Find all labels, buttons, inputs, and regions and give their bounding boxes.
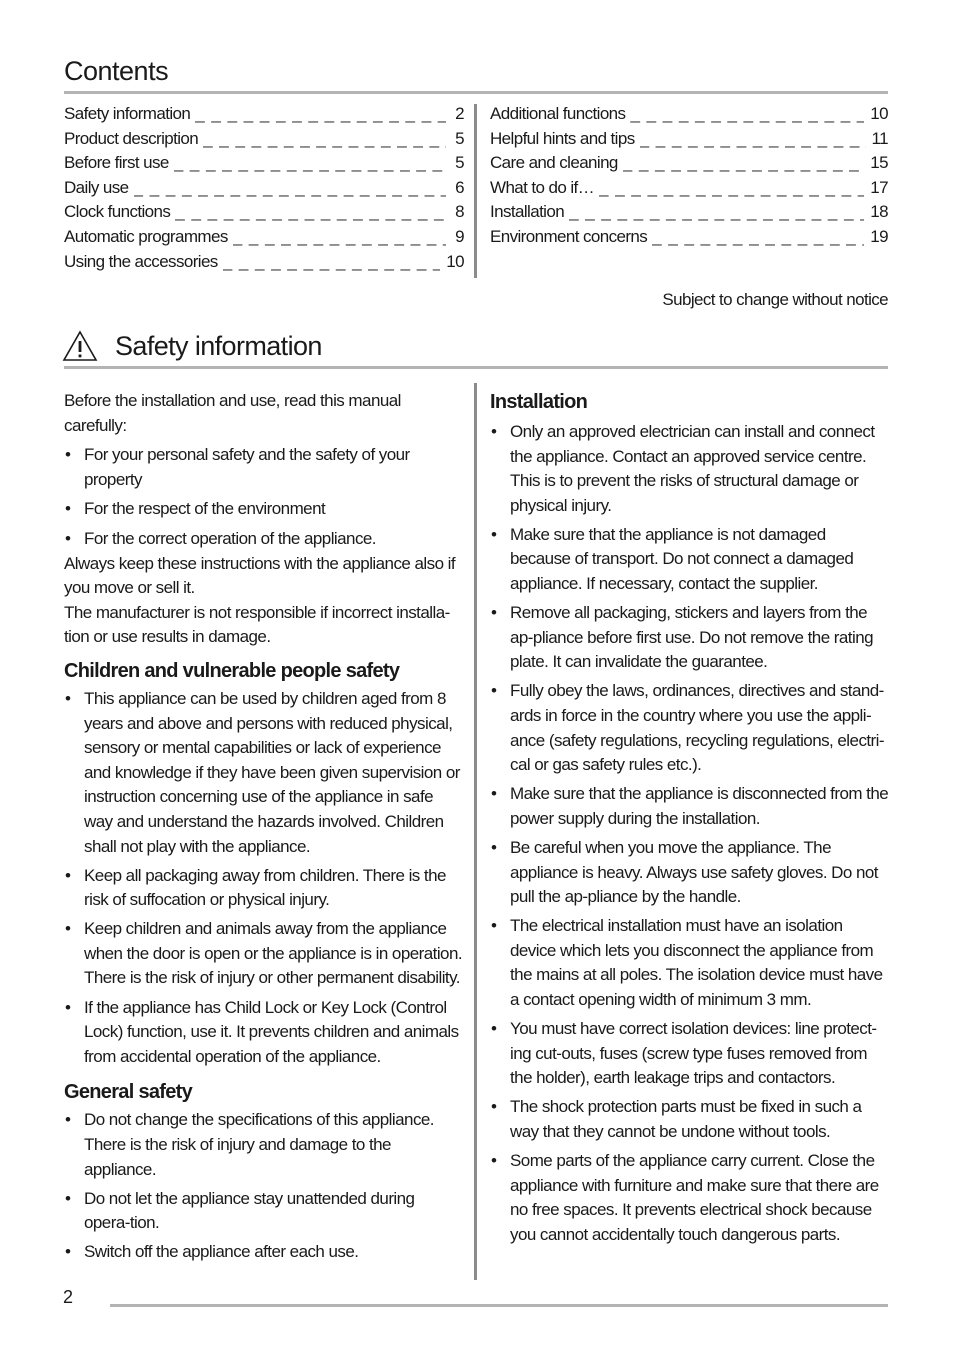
- toc-entry-page: 10: [870, 104, 888, 123]
- list-item: • You must have correct isolation devices: line protect-ing cut-outs, fuses (screw type fuses removed from the holder), earth leakage trips and contactors.: [490, 1017, 890, 1091]
- toc-entry-label: Daily use: [64, 177, 129, 197]
- list-item: • Make sure that the appliance is disconnected from the power supply during the installation.: [490, 782, 890, 831]
- toc-leader: [223, 252, 441, 272]
- list-item: • Only an approved electrician can install and connect the appliance. Contact an approved service centre. This is to prevent the risks of structural damage or physical injury.: [490, 420, 890, 518]
- section-divider: [64, 366, 888, 369]
- toc-entry-page: 17: [870, 177, 888, 197]
- toc-leader: [174, 153, 446, 173]
- general-safety-list: [64, 1108, 464, 1265]
- toc-leader: [640, 129, 866, 149]
- manufacturer-text: The manufacturer is not responsible if incorrect installa-tion or use results in damage.: [64, 602, 450, 647]
- toc-entry-what-to-do-if[interactable]: [490, 178, 888, 203]
- toc-left-column: [64, 104, 464, 276]
- toc-entry-page: 18: [870, 202, 888, 222]
- toc-entry-page: 6: [455, 177, 464, 197]
- list-item: • The electrical installation must have an isolation device which lets you disconnect the appliance from the mains at all poles. The isolation device must have a contact opening width of minimum 3 mm.: [490, 914, 890, 1012]
- list-item: • Switch off the appliance after each use.: [64, 1240, 464, 1265]
- list-item: • For the correct operation of the appliance.: [64, 527, 464, 552]
- toc-entry-page: 2: [455, 104, 464, 123]
- toc-column-divider: [474, 104, 477, 278]
- toc-right-column: [490, 104, 888, 252]
- toc-entry-label: Using the accessories: [64, 251, 218, 271]
- toc-entry-clock-functions[interactable]: [64, 202, 464, 227]
- intro-list: [64, 443, 464, 551]
- list-item: • Do not change the specifications of this appliance. There is the risk of injury and damage to the appliance.: [64, 1108, 464, 1182]
- page-number: 2: [63, 1287, 74, 1307]
- toc-entry-helpful-hints-and-tips[interactable]: [490, 129, 888, 154]
- list-item: • This appliance can be used by children aged from 8 years and above and persons with reduced physical, sensory or mental capabilities or lack of experience and knowledge if they have been given supervision or instruction concerning use of the appliance in safe way and understand the hazards involved. Children shall not play with the appliance.: [64, 687, 464, 859]
- toc-leader: [233, 227, 446, 247]
- toc-leader: [569, 202, 864, 222]
- toc-entry-safety-information[interactable]: [64, 104, 464, 129]
- toc-entry-daily-use[interactable]: [64, 178, 464, 203]
- toc-entry-label: Additional functions: [490, 104, 626, 123]
- toc-entry-label: Safety information: [64, 104, 191, 123]
- list-item: • Keep children and animals away from the appliance when the door is open or the appliance is in operation. There is the risk of injury or other permanent disability.: [64, 917, 464, 991]
- change-notice: Subject to change without notice: [662, 290, 888, 309]
- list-item: • Be careful when you move the appliance. The appliance is heavy. Always use safety gloves. Do not pull the ap-pliance by the handle.: [490, 836, 890, 910]
- toc-entry-installation[interactable]: [490, 202, 888, 227]
- toc-entry-additional-functions[interactable]: [490, 104, 888, 129]
- toc-leader: [623, 153, 864, 173]
- toc-leader: [175, 202, 446, 222]
- section-title: Safety information: [115, 331, 322, 361]
- installation-list: [490, 420, 890, 1248]
- toc-entry-label: Environment concerns: [490, 226, 648, 246]
- toc-entry-label: Automatic programmes: [64, 226, 228, 246]
- toc-entry-label: Helpful hints and tips: [490, 128, 635, 148]
- toc-leader: [203, 129, 446, 149]
- right-text-column: [490, 389, 890, 1252]
- toc-leader: [630, 104, 864, 124]
- installation-heading: Installation: [490, 391, 588, 413]
- toc-entry-product-description[interactable]: [64, 129, 464, 154]
- toc-leader: [599, 178, 864, 198]
- general-safety-heading: General safety: [64, 1081, 193, 1104]
- list-item: • The shock protection parts must be fixed in such a way that they cannot be undone without tools.: [490, 1095, 890, 1144]
- keep-instructions-text: Always keep these instructions with the appliance also if you move or sell it.: [64, 553, 456, 598]
- warning-triangle-icon: [62, 330, 98, 362]
- toc-entry-care-and-cleaning[interactable]: [490, 153, 888, 178]
- toc-entry-page: 19: [870, 226, 888, 246]
- toc-entry-label: Clock functions: [64, 202, 171, 222]
- list-item: • For your personal safety and the safety of your property: [64, 443, 464, 492]
- toc-leader: [652, 227, 864, 247]
- list-item: • Fully obey the laws, ordinances, directives and stand-ards in force in the country where you use the appli-ance (safety regulations, recycling regulations, electri-cal or gas safety rules etc.).: [490, 679, 890, 777]
- list-item: • Some parts of the appliance carry current. Close the appliance with furniture and make sure that there are no free spaces. It prevents electrical shock because you cannot accidentally touch dangerous parts.: [490, 1149, 890, 1247]
- toc-entry-label: Product description: [64, 128, 199, 148]
- list-item: • Keep all packaging away from children. There is the risk of suffocation or physical injury.: [64, 864, 464, 913]
- toc-entry-page: 15: [870, 153, 888, 173]
- list-item: • If the appliance has Child Lock or Key Lock (Control Lock) function, use it. It prevents children and animals from accidental operation of the appliance.: [64, 996, 464, 1070]
- contents-divider: [64, 91, 888, 94]
- toc-entry-page: 10: [446, 251, 464, 271]
- toc-entry-automatic-programmes[interactable]: [64, 227, 464, 252]
- toc-entry-label: Care and cleaning: [490, 153, 618, 173]
- left-text-column: [64, 389, 464, 1269]
- toc-entry-using-the-accessories[interactable]: [64, 252, 464, 277]
- children-safety-heading: Children and vulnerable people safety: [64, 659, 400, 682]
- toc-entry-label: Installation: [490, 202, 565, 222]
- toc-entry-label: What to do if…: [490, 177, 595, 197]
- toc-entry-page: 9: [455, 226, 464, 246]
- list-item: • Remove all packaging, stickers and layers from the ap-pliance before first use. Do not remove the rating plate. It can invalidate the guarantee.: [490, 601, 890, 675]
- toc-entry-before-first-use[interactable]: [64, 153, 464, 178]
- list-item: • Make sure that the appliance is not damaged because of transport. Do not connect a damaged appliance. If necessary, contact the supplier.: [490, 523, 890, 597]
- toc-leader: [134, 178, 446, 198]
- toc-entry-page: 5: [455, 153, 464, 173]
- footer-divider: [110, 1304, 888, 1307]
- contents-title: Contents: [64, 56, 169, 86]
- intro-text: Before the installation and use, read this manual carefully:: [64, 391, 401, 435]
- toc-entry-page: 8: [455, 202, 464, 222]
- toc-entry-label: Before first use: [64, 153, 169, 173]
- list-item: • Do not let the appliance stay unattended during opera-tion.: [64, 1187, 464, 1236]
- body-column-divider: [474, 383, 477, 1280]
- list-item: • For the respect of the environment: [64, 497, 464, 522]
- toc-leader: [195, 104, 446, 124]
- toc-entry-page: 11: [871, 128, 888, 148]
- toc-entry-page: 5: [455, 128, 464, 148]
- children-safety-list: [64, 687, 464, 1069]
- toc-entry-environment-concerns[interactable]: [490, 227, 888, 252]
